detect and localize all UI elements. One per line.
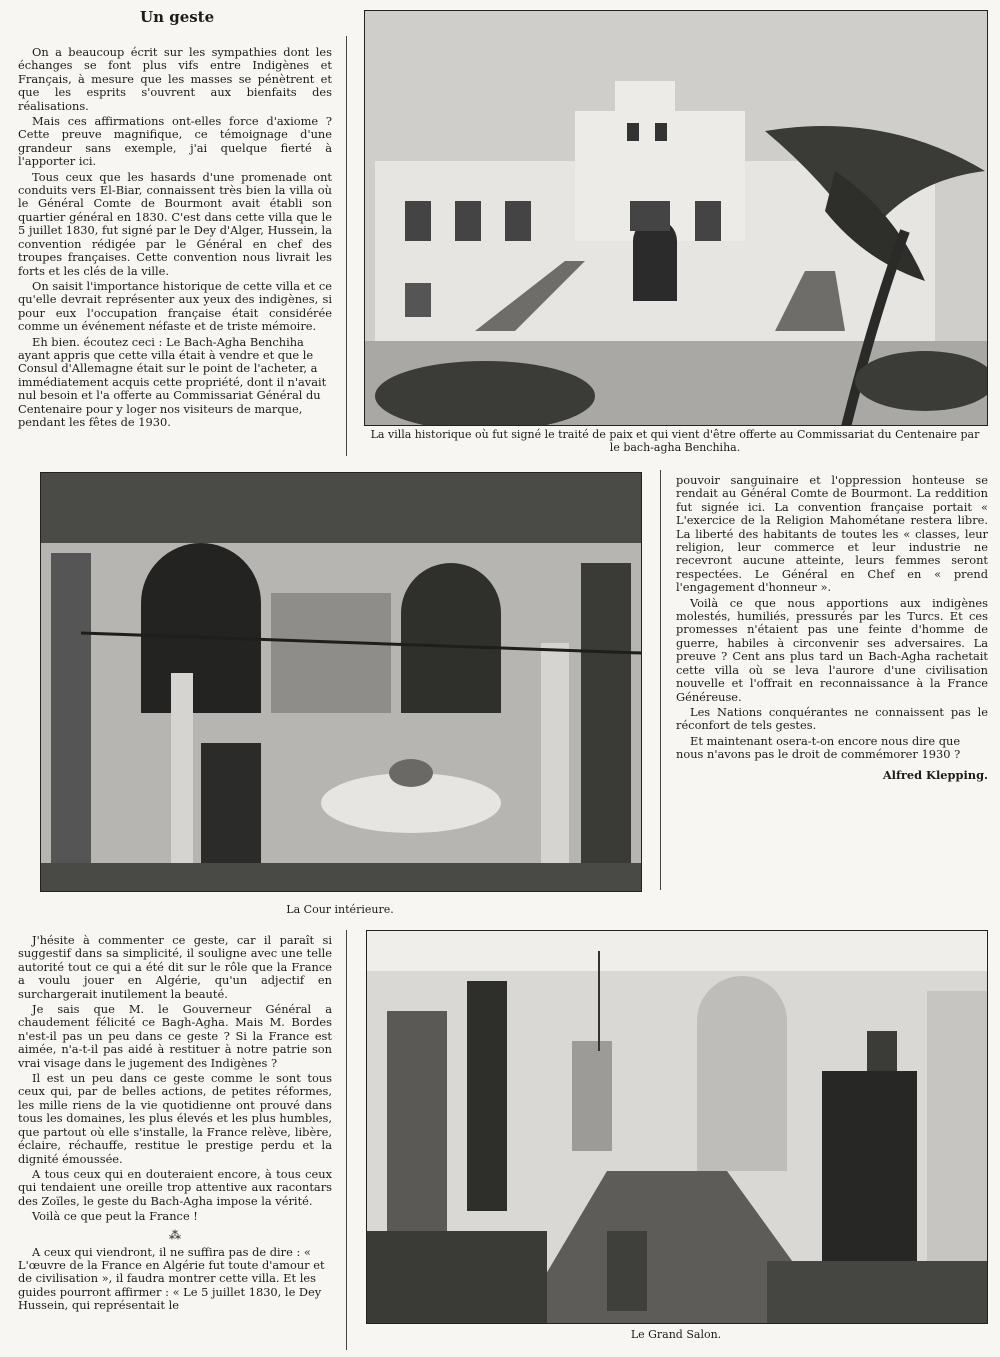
villa-photo: [364, 10, 988, 426]
villa-illustration: [365, 11, 987, 425]
section-separator: ⁂: [169, 1227, 181, 1242]
cour-illustration: [41, 473, 641, 891]
paragraph: Tous ceux que les hasards d'une promenade ont conduits vers El-Biar, connaissent très bien la villa où le Général Comte de Bourmont avait établi son quartier général en 1830. C'est dans cette villa que le 5 juillet 1830, fut signé par le Dey d'Alger, Hussein, la convention rédigée par le Général en chef des troupes françaises. Cette convention nous livrait les forts et les clés de la ville.: [18, 169, 332, 278]
paragraph: On a beaucoup écrit sur les sympathies dont les échanges se font plus vifs entre Indigènes et Français, à mesure que les masses se pénètrent et que les esprits s'ouvrent aux bienfaits des réalisations.: [18, 45, 332, 113]
column-rule: [660, 470, 661, 890]
villa-caption: La villa historique où fut signé le traité de paix et qui vient d'être offerte au Commissariat du Centenaire par le bach-agha Benchiha.: [370, 428, 980, 454]
column-rule: [346, 36, 347, 456]
paragraph: Les Nations conquérantes ne connaissent pas le réconfort de tels gestes.: [676, 704, 988, 733]
paragraph: Voilà ce que peut la France !: [32, 1209, 198, 1224]
paragraph: A ceux qui viendront, il ne suffira pas de dire : « L'œuvre de la France en Algérie fut toute d'amour et de civilisation », il faudra montrer cette villa. Et les guides pourront affirmer : « Le 5 juillet 1830, le Dey Hussein, qui représentait le: [18, 1244, 325, 1313]
article-column-3: [18, 934, 332, 1315]
cour-photo: [40, 472, 642, 892]
paragraph: Mais ces affirmations ont-elles force d'axiome ? Cette preuve magnifique, ce témoignage d'une grandeur sans exemple, j'ai quelque fierté à l'apporter ici.: [18, 114, 332, 169]
paragraph: Et maintenant osera-t-on encore nous dire que nous n'avons pas le droit de commémorer 1930 ?: [676, 733, 961, 762]
paragraph: Je sais que M. le Gouverneur Général a chaudement félicité ce Bagh-Agha. Mais M. Bordes n'est-il pas un peu dans ce geste ? Si la France est aimée, n'a-t-il pas aidé à restituer à notre patrie son vrai visage dans le jugement des Indigènes ?: [18, 1002, 332, 1070]
paragraph: A tous ceux qui en douteraient encore, à tous ceux qui tendaient une oreille trop attentive aux racontars des Zoïles, le geste du Bach-Agha impose la vérité.: [18, 1166, 332, 1208]
paragraph: pouvoir sanguinaire et l'oppression honteuse se rendait au Général Comte de Bourmont. La reddition fut signée ici. La convention française portait « L'exercice de la Religion Mahométane restera libre. La liberté des habitants de toutes les « classes, leur religion, leur commerce et leur industrie ne recevront aucune atteinte, leurs femmes seront respectées. Le Général en Chef en « prend l'engagement d'honneur ».: [676, 473, 988, 595]
article-title: Un geste: [140, 8, 215, 26]
paragraph: J'hésite à commenter ce geste, car il paraît si suggestif dans sa simplicité, il souligne avec une telle autorité tout ce qui a été dit sur le rôle que la France a voulu jouer en Algérie, qu'un adjectif en surchargerait inutilement la beauté.: [18, 933, 332, 1001]
paragraph: Eh bien. écoutez ceci : Le Bach-Agha Benchiha ayant appris que cette villa était à vendre et que le Consul d'Allemagne était sur le point de l'acheter, a immédiatement acquis cette propriété, dont il n'avait nul besoin et l'a offerte au Commissariat Général du Centenaire pour y loger nos visiteurs de marque, pendant les fêtes de 1930.: [18, 334, 327, 429]
paragraph: On saisit l'importance historique de cette villa et ce qu'elle devrait représenter aux yeux des indigènes, si pour eux l'occupation française était considérée comme un événement néfaste et de triste mémoire.: [18, 278, 332, 334]
salon-caption: Le Grand Salon.: [630, 1328, 722, 1341]
paragraph: Voilà ce que nous apportions aux indigènes molestés, humiliés, pressurés par les Turcs. Et ces promesses n'étaient pas une feinte d'homme de guerre, habiles à circonvenir ses adversaires. La preuve ? Cent ans plus tard un Bach-Agha rachetait cette villa où se leva l'aurore d'une civilisation nouvelle et l'offrait en reconnaissance à la France Généreuse.: [676, 595, 988, 704]
salon-illustration: [367, 931, 987, 1323]
article-column-1: [18, 46, 332, 431]
column-rule: [346, 930, 347, 1350]
signature: Alfred Klepping.: [882, 767, 988, 782]
article-column-2: [676, 474, 988, 782]
salon-photo: [366, 930, 988, 1324]
cour-caption: La Cour intérieure.: [286, 903, 394, 916]
paragraph: Il est un peu dans ce geste comme le sont tous ceux qui, par de belles actions, de petites réformes, les mille riens de la vie quotidienne ont prouvé dans tous les domaines, les plus élevés et les plus humbles, que partout où elle s'installe, la France relève, libère, éclaire, réchauffe, restitue le prestige perdu et la dignité émoussée.: [18, 1071, 332, 1166]
